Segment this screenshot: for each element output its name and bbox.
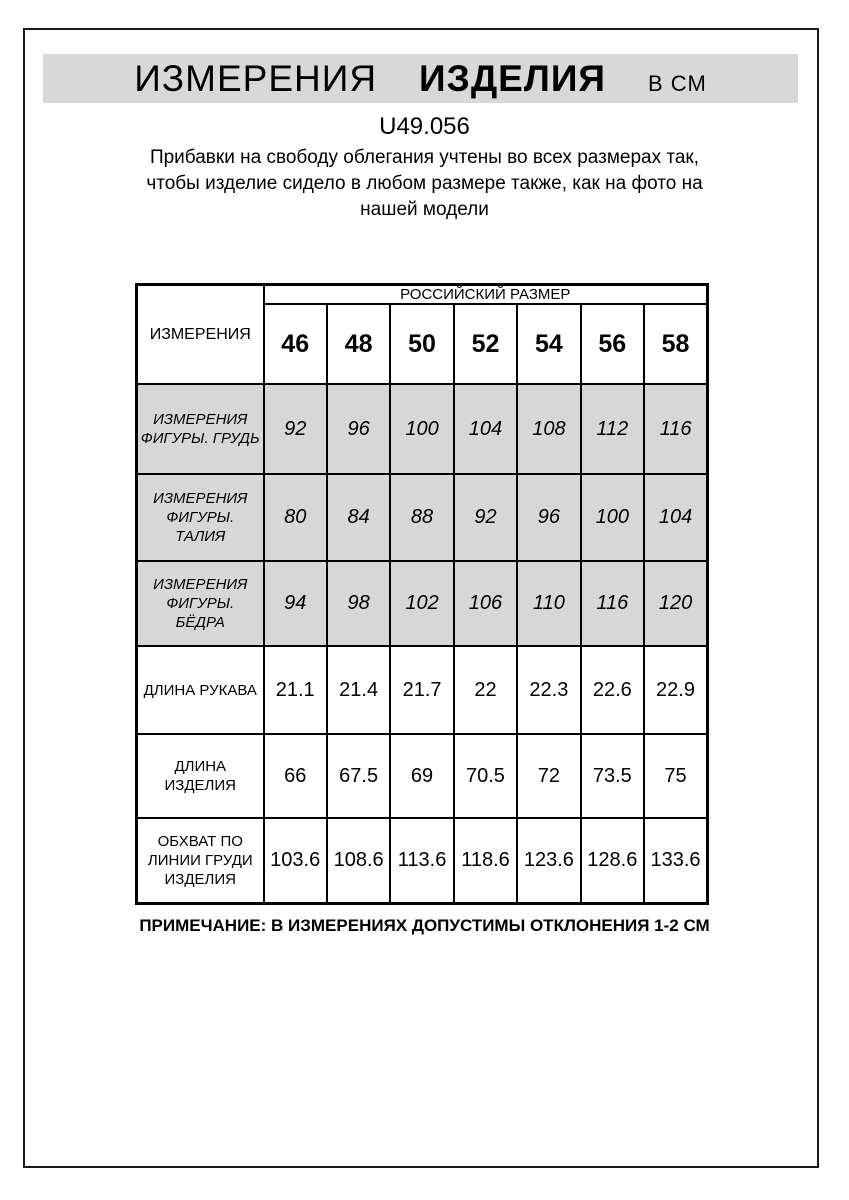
- title-measurements: ИЗМЕРЕНИЯ: [134, 58, 378, 99]
- table-row-figure-hips: [137, 561, 708, 646]
- value-cell: 67.5: [327, 734, 390, 818]
- value-cell: 22.9: [644, 646, 707, 734]
- value-cell: 113.6: [390, 818, 453, 903]
- value-cell: 22: [454, 646, 517, 734]
- value-cell: 106: [454, 561, 517, 646]
- size-column-header: 48: [327, 304, 390, 384]
- russian-size-group-header: РОССИЙСКИЙ РАЗМЕР: [264, 285, 708, 305]
- value-cell: 108.6: [327, 818, 390, 903]
- row-label: ИЗМЕРЕНИЯ ФИГУРЫ. ТАЛИЯ: [137, 474, 264, 561]
- size-column-header: 52: [454, 304, 517, 384]
- value-cell: 128.6: [581, 818, 644, 903]
- value-cell: 100: [581, 474, 644, 561]
- note-text: ПРИМЕЧАНИЕ: В ИЗМЕРЕНИЯХ ДОПУСТИМЫ ОТКЛОНЕНИЯ 1-2 СМ: [139, 916, 710, 935]
- value-cell: 75: [644, 734, 707, 818]
- value-cell: 104: [454, 384, 517, 474]
- value-cell: 70.5: [454, 734, 517, 818]
- article-code: U49.056: [379, 113, 470, 140]
- value-cell: 21.7: [390, 646, 453, 734]
- value-cell: 110: [517, 561, 580, 646]
- value-cell: 133.6: [644, 818, 707, 903]
- row-label: ДЛИНА ИЗДЕЛИЯ: [137, 734, 264, 818]
- value-cell: 116: [581, 561, 644, 646]
- value-cell: 73.5: [581, 734, 644, 818]
- row-label: ИЗМЕРЕНИЯ ФИГУРЫ. ГРУДЬ: [137, 384, 264, 474]
- value-cell: 100: [390, 384, 453, 474]
- size-column-header: 58: [644, 304, 707, 384]
- fit-description-line1: Прибавки на свободу облегания учтены во всех размерах так,: [149, 147, 700, 168]
- value-cell: 69: [390, 734, 453, 818]
- table-row-figure-chest: [137, 384, 708, 474]
- fit-description-line2: чтобы изделие сидело в любом размере также, как на фото на: [146, 173, 703, 194]
- value-cell: 92: [264, 384, 327, 474]
- table-row-sleeve-length: [137, 646, 708, 734]
- value-cell: 22.6: [581, 646, 644, 734]
- value-cell: 21.4: [327, 646, 390, 734]
- row-label: ДЛИНА РУКАВА: [137, 646, 264, 734]
- size-column-header: 50: [390, 304, 453, 384]
- size-column-header: 54: [517, 304, 580, 384]
- fit-description-line3: нашей модели: [360, 199, 489, 220]
- title-product: ИЗДЕЛИЯ: [419, 58, 607, 99]
- value-cell: 21.1: [264, 646, 327, 734]
- row-label: ОБХВАТ ПО ЛИНИИ ГРУДИ ИЗДЕЛИЯ: [137, 818, 264, 903]
- title-units: В СМ: [648, 71, 707, 96]
- row-label: ИЗМЕРЕНИЯ ФИГУРЫ. БЁДРА: [137, 561, 264, 646]
- value-cell: 98: [327, 561, 390, 646]
- value-cell: 22.3: [517, 646, 580, 734]
- table-row-figure-waist: [137, 474, 708, 561]
- value-cell: 123.6: [517, 818, 580, 903]
- value-cell: 92: [454, 474, 517, 561]
- value-cell: 104: [644, 474, 707, 561]
- value-cell: 80: [264, 474, 327, 561]
- size-column-header: 46: [264, 304, 327, 384]
- corner-header-cell: ИЗМЕРЕНИЯ: [137, 285, 264, 385]
- value-cell: 88: [390, 474, 453, 561]
- table-row-item-length: [137, 734, 708, 818]
- fit-description: [0, 145, 849, 223]
- value-cell: 112: [581, 384, 644, 474]
- value-cell: 96: [327, 384, 390, 474]
- value-cell: 120: [644, 561, 707, 646]
- value-cell: 108: [517, 384, 580, 474]
- size-column-header: 56: [581, 304, 644, 384]
- value-cell: 84: [327, 474, 390, 561]
- group-header-row: [137, 285, 708, 305]
- table-row-chest-girth: [137, 818, 708, 903]
- value-cell: 94: [264, 561, 327, 646]
- value-cell: 72: [517, 734, 580, 818]
- value-cell: 102: [390, 561, 453, 646]
- size-table: [135, 283, 709, 905]
- value-cell: 116: [644, 384, 707, 474]
- value-cell: 118.6: [454, 818, 517, 903]
- value-cell: 103.6: [264, 818, 327, 903]
- title-bar: [43, 54, 798, 103]
- value-cell: 96: [517, 474, 580, 561]
- value-cell: 66: [264, 734, 327, 818]
